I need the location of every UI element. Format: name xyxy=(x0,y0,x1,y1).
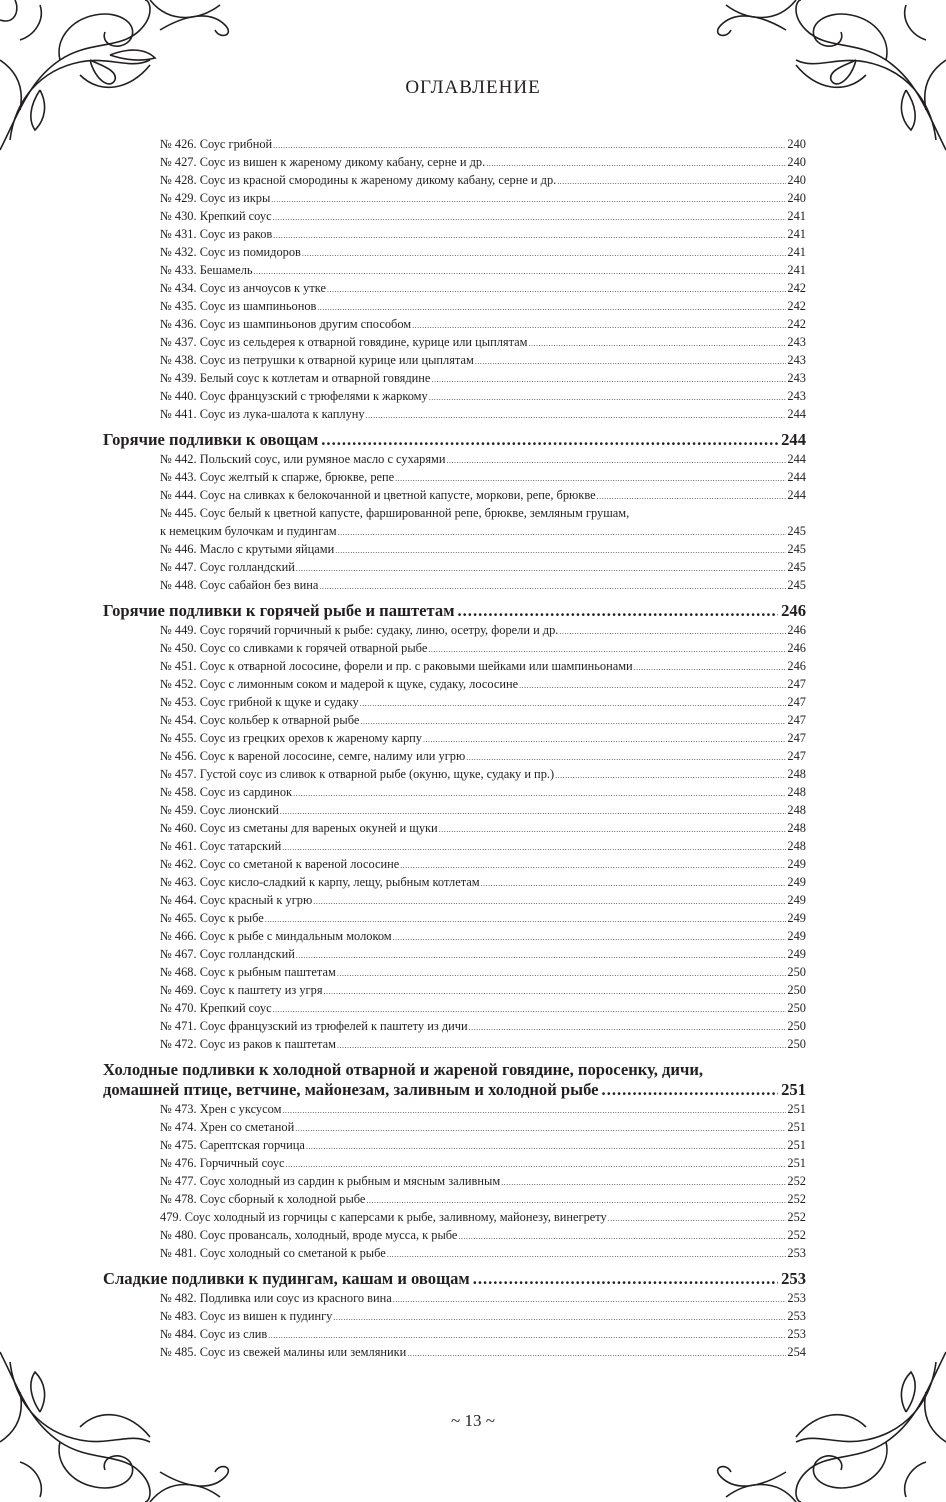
toc-entry[interactable] xyxy=(103,621,806,639)
toc-entry-page: 245 xyxy=(787,542,806,556)
toc-entry[interactable] xyxy=(103,1244,806,1262)
toc-entry-page: 254 xyxy=(787,1345,806,1359)
toc-entry-page: 250 xyxy=(787,1037,806,1051)
toc-entry-page: 251 xyxy=(787,1102,806,1116)
toc-entry-page: 240 xyxy=(787,137,806,151)
toc-entry-page: 245 xyxy=(787,524,806,538)
dot-leader xyxy=(469,1019,787,1037)
dot-leader xyxy=(335,542,786,560)
toc-entry[interactable] xyxy=(103,945,806,963)
section-heading-page: 244 xyxy=(781,430,806,449)
dot-leader xyxy=(366,407,787,425)
dot-leader xyxy=(302,245,786,263)
toc-entry[interactable] xyxy=(103,279,806,297)
toc-entry-label: № 473. Хрен с уксусом xyxy=(160,1102,282,1116)
toc-entry-page: 240 xyxy=(787,173,806,187)
toc-entry-label: № 451. Соус к отварной лососине, форели и пр. с раковыми шейками или шампиньонами xyxy=(160,659,633,673)
toc-entry-page: 247 xyxy=(787,749,806,763)
toc-entry-page: 244 xyxy=(787,452,806,466)
toc-entry[interactable] xyxy=(103,1017,806,1035)
toc-entry[interactable] xyxy=(103,1118,806,1136)
dot-leader xyxy=(447,452,787,470)
toc-entry-label: № 454. Соус кольбер к отварной рыбе xyxy=(160,713,360,727)
toc-entry[interactable] xyxy=(103,1343,806,1361)
dot-leader xyxy=(333,1309,786,1327)
dot-leader xyxy=(313,893,786,911)
toc-entry[interactable] xyxy=(103,153,806,171)
toc-entry[interactable] xyxy=(103,504,806,522)
toc-entry-page: 241 xyxy=(787,263,806,277)
toc-entry-label: 479. Соус холодный из горчицы с каперсами к рыбе, заливному, майонезу, винегрету xyxy=(160,1210,607,1224)
dot-leader xyxy=(458,1228,786,1246)
toc-entry-label: № 458. Соус из сардинок xyxy=(160,785,293,799)
toc-entry-page: 247 xyxy=(787,731,806,745)
dot-leader xyxy=(481,875,787,893)
toc-entry[interactable] xyxy=(103,1035,806,1053)
toc-entry-page: 244 xyxy=(787,407,806,421)
toc-entry-page: 242 xyxy=(787,317,806,331)
toc-entry-label: № 483. Соус из вишен к пудингу xyxy=(160,1309,333,1323)
toc-entry-page: 243 xyxy=(787,335,806,349)
toc-entry[interactable] xyxy=(103,369,806,387)
toc-entry-page: 241 xyxy=(787,209,806,223)
toc-entry-label: № 426. Соус грибной xyxy=(160,137,273,151)
toc-entry-page: 242 xyxy=(787,281,806,295)
dot-leader xyxy=(360,695,787,713)
page-title: ОГЛАВЛЕНИЕ xyxy=(405,76,541,98)
dot-leader xyxy=(293,785,786,803)
toc-entry-label: № 433. Бешамель xyxy=(160,263,253,277)
toc-entry-page: 245 xyxy=(787,578,806,592)
toc-entry-label: № 450. Соус со сливками к горячей отварной рыбе xyxy=(160,641,428,655)
section-heading[interactable] xyxy=(103,430,806,450)
toc-entry-label: № 438. Соус из петрушки к отварной курице или цыплятам xyxy=(160,353,474,367)
toc-entry[interactable] xyxy=(103,963,806,981)
toc-entry[interactable] xyxy=(103,243,806,261)
toc-entry-page: 253 xyxy=(787,1291,806,1305)
toc-entry-label: № 453. Соус грибной к щуке и судаку xyxy=(160,695,359,709)
toc-entry-label: № 428. Соус из красной смородины к жареному дикому кабану, серне и др. xyxy=(160,173,557,187)
toc-entry-label: № 475. Сарептская горчица xyxy=(160,1138,305,1152)
toc-entry-label: № 447. Соус голландский xyxy=(160,560,295,574)
toc-entry[interactable] xyxy=(103,405,806,423)
section-heading-line: Холодные подливки к холодной отварной и жареной говядине, поросенку, дичи, xyxy=(103,1060,704,1079)
toc-entry-label: № 465. Соус к рыбе xyxy=(160,911,264,925)
toc-entry-page: 250 xyxy=(787,983,806,997)
page-number: ~ 13 ~ xyxy=(451,1411,495,1430)
toc-entry[interactable] xyxy=(103,711,806,729)
toc-entry-label: № 442. Польский соус, или румяное масло с сухарями xyxy=(160,452,446,466)
dot-leader xyxy=(321,430,778,450)
dot-leader xyxy=(337,1037,786,1055)
toc-entry-page: 248 xyxy=(787,803,806,817)
toc-entry-page: 249 xyxy=(787,875,806,889)
section-heading[interactable] xyxy=(103,1080,806,1100)
toc-entry-label: № 462. Соус со сметаной к вареной лососине xyxy=(160,857,400,871)
section-heading-page: 253 xyxy=(781,1269,806,1288)
toc-entry[interactable] xyxy=(103,171,806,189)
toc-entry[interactable] xyxy=(103,1307,806,1325)
toc-entry[interactable] xyxy=(103,909,806,927)
toc-entry[interactable] xyxy=(103,315,806,333)
toc-entry-label: № 445. Соус белый к цветной капусте, фаршированной репе, брюкве, земляным грушам, xyxy=(160,506,630,520)
toc-entry-page: 253 xyxy=(787,1246,806,1260)
toc-entry-page: 245 xyxy=(787,560,806,574)
toc-entry[interactable] xyxy=(103,540,806,558)
toc-entry[interactable] xyxy=(103,1100,806,1118)
section-heading-label: Горячие подливки к горячей рыбе и паштетам xyxy=(103,601,455,620)
toc-entry-page: 247 xyxy=(787,677,806,691)
toc-entry-page: 247 xyxy=(787,713,806,727)
section-heading-label: Горячие подливки к овощам xyxy=(103,430,319,449)
toc-entry[interactable] xyxy=(103,1208,806,1226)
toc-entry-page: 251 xyxy=(787,1120,806,1134)
dot-leader xyxy=(559,623,786,641)
toc-entry-page: 244 xyxy=(787,488,806,502)
dot-leader xyxy=(282,1102,786,1120)
toc-entry-label: № 437. Соус из сельдерея к отварной говядине, курице или цыплятам xyxy=(160,335,528,349)
toc-entry-page: 248 xyxy=(787,839,806,853)
toc-entry[interactable] xyxy=(103,837,806,855)
toc-entry[interactable] xyxy=(103,135,806,153)
toc-entry-label: № 480. Соус провансаль, холодный, вроде мусса, к рыбе xyxy=(160,1228,458,1242)
toc-entry-label: № 460. Соус из сметаны для вареных окуней и щуки xyxy=(160,821,438,835)
toc-entry-label: № 443. Соус желтый к спарже, брюкве, репе xyxy=(160,470,395,484)
toc-entry[interactable] xyxy=(103,747,806,765)
toc-entry-page: 248 xyxy=(787,785,806,799)
toc-entry-label: № 444. Соус на сливках к белокочанной и цветной капусте, моркови, репе, брюкве xyxy=(160,488,596,502)
toc-entry-label: № 432. Соус из помидоров xyxy=(160,245,301,259)
toc-entry-label: № 434. Соус из анчоусов к утке xyxy=(160,281,326,295)
toc-entry-page: 243 xyxy=(787,371,806,385)
toc-entry-label: № 448. Соус сабайон без вина xyxy=(160,578,319,592)
toc-entry-label: № 452. Соус с лимонным соком и мадерой к щуке, судаку, лососине xyxy=(160,677,519,691)
toc-entry-label: № 472. Соус из раков к паштетам xyxy=(160,1037,336,1051)
section-heading-page: 246 xyxy=(781,601,806,620)
toc-entry[interactable] xyxy=(103,819,806,837)
section-heading-page: 251 xyxy=(781,1080,806,1099)
toc-entry[interactable] xyxy=(103,1172,806,1190)
dot-leader xyxy=(338,524,787,542)
dot-leader xyxy=(271,191,786,209)
toc-entry[interactable] xyxy=(103,1289,806,1307)
toc-entry-label: № 476. Горчичный соус xyxy=(160,1156,285,1170)
dot-leader xyxy=(393,929,787,947)
dot-leader xyxy=(324,983,787,1001)
dot-leader xyxy=(273,227,786,245)
toc-entry-label: № 469. Соус к паштету из угря xyxy=(160,983,323,997)
section-heading-label: домашней птице, ветчине, майонезам, заливным и холодной рыбе xyxy=(103,1080,599,1099)
toc-entry-label: № 459. Соус лионский xyxy=(160,803,279,817)
toc-entry-label: № 431. Соус из раков xyxy=(160,227,273,241)
toc-entry[interactable] xyxy=(103,729,806,747)
dot-leader xyxy=(634,659,787,677)
toc-entry-page: 252 xyxy=(787,1228,806,1242)
toc-entry-label: № 436. Соус из шампиньонов другим способом xyxy=(160,317,412,331)
toc-entry-page: 241 xyxy=(787,227,806,241)
toc-entry-label: № 482. Подливка или соус из красного вина xyxy=(160,1291,392,1305)
toc-entry[interactable] xyxy=(103,927,806,945)
toc-entry-label: № 429. Соус из икры xyxy=(160,191,271,205)
toc-entry-label: № 449. Соус горячий горчичный к рыбе: судаку, линю, осетру, форели и др. xyxy=(160,623,559,637)
dot-leader xyxy=(429,389,787,407)
toc-entry-page: 247 xyxy=(787,695,806,709)
dot-leader xyxy=(296,947,787,965)
toc-entry-page: 243 xyxy=(787,389,806,403)
section-heading[interactable] xyxy=(103,601,806,621)
toc-entry-page: 250 xyxy=(787,965,806,979)
toc-entry[interactable] xyxy=(103,1154,806,1172)
toc-entry[interactable] xyxy=(103,981,806,999)
toc-entry-label: № 441. Соус из лука-шалота к каплуну xyxy=(160,407,365,421)
dot-leader xyxy=(608,1210,787,1228)
toc-entry-page: 241 xyxy=(787,245,806,259)
dot-leader xyxy=(555,767,786,785)
dot-leader xyxy=(458,601,779,621)
toc-entry-label: № 474. Хрен со сметаной xyxy=(160,1120,295,1134)
toc-entry-label: № 477. Соус холодный из сардин к рыбным и мясным заливным xyxy=(160,1174,501,1188)
toc-entry-label: № 484. Соус из слив xyxy=(160,1327,268,1341)
toc-entry[interactable] xyxy=(103,261,806,279)
dot-leader xyxy=(431,371,786,389)
toc-entry-page: 252 xyxy=(787,1192,806,1206)
toc-entry-label: № 435. Соус из шампиньонов xyxy=(160,299,317,313)
toc-entry[interactable] xyxy=(103,675,806,693)
toc-entry-label: № 481. Соус холодный со сметаной к рыбе xyxy=(160,1246,386,1260)
dot-leader xyxy=(327,281,786,299)
toc-entry-page: 250 xyxy=(787,1001,806,1015)
dot-leader xyxy=(602,1080,779,1100)
toc-entry[interactable] xyxy=(103,855,806,873)
toc-entry[interactable] xyxy=(103,558,806,576)
dot-leader xyxy=(407,1345,786,1363)
dot-leader xyxy=(439,821,787,839)
dot-leader xyxy=(296,560,787,578)
dot-leader xyxy=(360,713,786,731)
toc-entry-page: 249 xyxy=(787,893,806,907)
toc-entry-label: № 467. Соус голландский xyxy=(160,947,295,961)
toc-entry[interactable] xyxy=(103,801,806,819)
dot-leader xyxy=(529,335,787,353)
toc-entry-label: к немецким булочкам и пудингам xyxy=(160,524,337,538)
toc-entry[interactable] xyxy=(103,1226,806,1244)
toc-entry-page: 240 xyxy=(787,155,806,169)
toc-entry-page: 251 xyxy=(787,1156,806,1170)
toc-entry-label: № 457. Густой соус из сливок к отварной рыбе (окуню, щуке, судаку и пр.) xyxy=(160,767,555,781)
toc-entry[interactable] xyxy=(103,297,806,315)
toc-entry[interactable] xyxy=(103,999,806,1017)
toc-entry[interactable] xyxy=(103,639,806,657)
toc-entry-label: № 466. Соус к рыбе с миндальным молоком xyxy=(160,929,392,943)
toc-entry-label: № 468. Соус к рыбным паштетам xyxy=(160,965,336,979)
dot-leader xyxy=(423,731,786,749)
toc-entry-label: № 439. Белый соус к котлетам и отварной говядине xyxy=(160,371,431,385)
toc-entry-label: № 430. Крепкий соус xyxy=(160,209,272,223)
toc-entry[interactable] xyxy=(103,387,806,405)
toc-entry-page: 240 xyxy=(787,191,806,205)
toc-entry-label: № 463. Соус кисло-сладкий к карпу, лещу, рыбным котлетам xyxy=(160,875,480,889)
toc-entry[interactable] xyxy=(103,1190,806,1208)
toc-entry[interactable] xyxy=(103,486,806,504)
toc-entry[interactable] xyxy=(103,765,806,783)
dot-leader xyxy=(337,965,787,983)
toc-entry-label: № 427. Соус из вишен к жареному дикому кабану, серне и др. xyxy=(160,155,486,169)
toc-entry-label: № 471. Соус французский из трюфелей к паштету из дичи xyxy=(160,1019,468,1033)
dot-leader xyxy=(475,353,787,371)
toc-entry[interactable] xyxy=(103,522,806,540)
toc-entry[interactable] xyxy=(103,783,806,801)
toc-entry-page: 253 xyxy=(787,1327,806,1341)
toc-entry[interactable] xyxy=(103,1325,806,1343)
toc-entry[interactable] xyxy=(103,873,806,891)
toc-entry[interactable] xyxy=(103,468,806,486)
toc-entry-page: 244 xyxy=(787,470,806,484)
toc-entry[interactable] xyxy=(103,657,806,675)
toc-entry[interactable] xyxy=(103,891,806,909)
toc-entry[interactable] xyxy=(103,693,806,711)
toc-entry[interactable] xyxy=(103,207,806,225)
dot-leader xyxy=(273,209,787,227)
toc-entry-page: 246 xyxy=(787,641,806,655)
toc-entry-page: 246 xyxy=(787,659,806,673)
toc-entry[interactable] xyxy=(103,1136,806,1154)
dot-leader xyxy=(557,173,786,191)
toc-entry-page: 248 xyxy=(787,821,806,835)
toc-entry-page: 243 xyxy=(787,353,806,367)
table-of-contents xyxy=(103,135,806,1361)
toc-entry-page: 242 xyxy=(787,299,806,313)
dot-leader xyxy=(295,1120,786,1138)
toc-entry-page: 249 xyxy=(787,947,806,961)
toc-entry-label: № 440. Соус французский с трюфелями к жаркому xyxy=(160,389,428,403)
toc-entry-page: 252 xyxy=(787,1210,806,1224)
toc-entry-page: 246 xyxy=(787,623,806,637)
dot-leader xyxy=(393,1291,787,1309)
toc-entry-page: 249 xyxy=(787,929,806,943)
toc-entry-label: № 456. Соус к вареной лососине, семге, налиму или угрю xyxy=(160,749,466,763)
section-heading[interactable] xyxy=(103,1269,806,1289)
dot-leader xyxy=(501,1174,786,1192)
dot-leader xyxy=(254,263,787,281)
dot-leader xyxy=(319,578,786,596)
toc-entry-label: № 464. Соус красный к угрю xyxy=(160,893,313,907)
dot-leader xyxy=(519,677,786,695)
toc-entry-label: № 455. Соус из грецких орехов к жареному карпу xyxy=(160,731,422,745)
toc-entry-label: № 485. Соус из свежей малины или земляники xyxy=(160,1345,407,1359)
toc-entry[interactable] xyxy=(103,351,806,369)
dot-leader xyxy=(387,1246,787,1264)
toc-entry-label: № 461. Соус татарский xyxy=(160,839,282,853)
toc-entry-page: 251 xyxy=(787,1138,806,1152)
toc-entry-page: 248 xyxy=(787,767,806,781)
toc-entry-page: 252 xyxy=(787,1174,806,1188)
toc-entry-label: № 478. Соус сборный к холодной рыбе xyxy=(160,1192,366,1206)
toc-entry[interactable] xyxy=(103,225,806,243)
toc-entry-label: № 446. Масло с крутыми яйцами xyxy=(160,542,335,556)
toc-entry[interactable] xyxy=(103,576,806,594)
toc-entry-page: 250 xyxy=(787,1019,806,1033)
toc-entry-page: 249 xyxy=(787,911,806,925)
toc-entry-page: 253 xyxy=(787,1309,806,1323)
dot-leader xyxy=(306,1138,787,1156)
section-heading-label: Сладкие подливки к пудингам, кашам и овощам xyxy=(103,1269,470,1288)
toc-entry-page: 249 xyxy=(787,857,806,871)
toc-entry[interactable] xyxy=(103,333,806,351)
toc-entry[interactable] xyxy=(103,450,806,468)
dot-leader xyxy=(473,1269,778,1289)
toc-entry[interactable] xyxy=(103,189,806,207)
toc-entry-label: № 470. Крепкий соус xyxy=(160,1001,272,1015)
